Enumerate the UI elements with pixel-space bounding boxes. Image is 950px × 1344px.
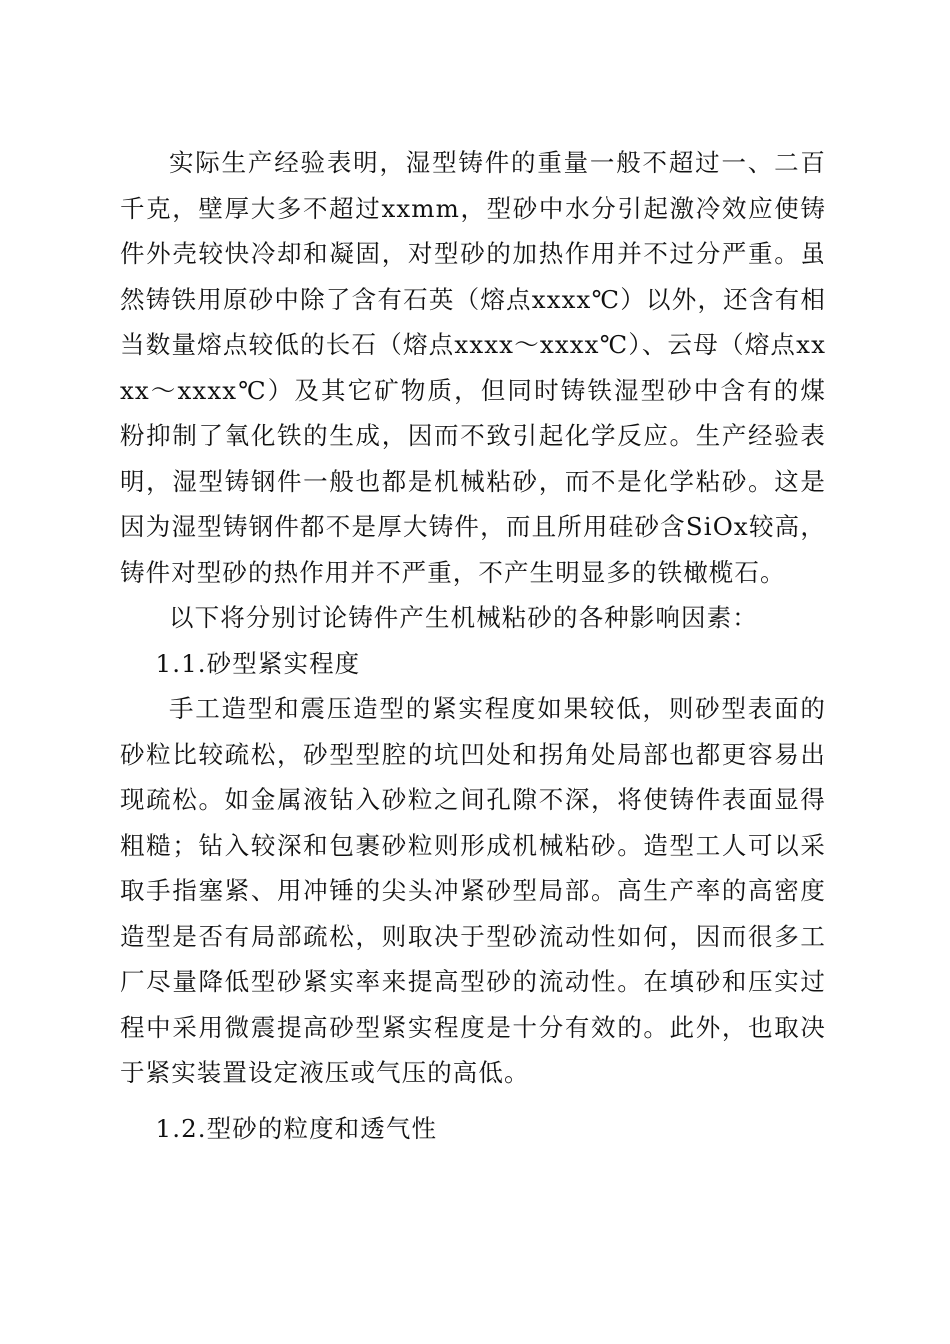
body-text xyxy=(120,140,826,1151)
paragraph-casting-experience: 实际生产经验表明，湿型铸件的重量一般不超过一、二百千克，壁厚大多不超过xxmm，型砂中水分引起激冷效应使铸件外壳较快冷却和凝固，对型砂的加热作用并不过分严重。虽然铸铁用原砂中除了含有石英（熔点xxxx℃）以外，还含有相当数量熔点较低的长石（熔点xxxx～xxxx℃）、云母（熔点xxxx～xxxx℃）及其它矿物质，但同时铸铁湿型砂中含有的煤粉抑制了氧化铁的生成，因而不致引起化学反应。生产经验表明，湿型铸钢件一般也都是机械粘砂，而不是化学粘砂。这是因为湿型铸钢件都不是厚大铸件，而且所用硅砂含SiOx较高，铸件对型砂的热作用并不严重，不产生明显多的铁橄榄石。 xyxy=(120,148,826,587)
paragraph-compaction: 手工造型和震压造型的紧实程度如果较低，则砂型表面的砂粒比较疏松，砂型型腔的坑凹处和拐角处局部也都更容易出现疏松。如金属液钻入砂粒之间孔隙不深，将使铸件表面显得粗糙；钻入较深和包裹砂粒则形成机械粘砂。造型工人可以采取手指塞紧、用冲锤的尖头冲紧砂型局部。高生产率的高密度造型是否有局部疏松，则取决于型砂流动性如何，因而很多工厂尽量降低型砂紧实率来提高型砂的流动性。在填砂和压实过程中采用微震提高砂型紧实程度是十分有效的。此外，也取决于紧实装置设定液压或气压的高低。 xyxy=(120,694,826,1087)
section-heading-grain-size: 1.2.型砂的粒度和透气性 xyxy=(155,1113,438,1143)
section-heading-compaction: 1.1.砂型紧实程度 xyxy=(155,648,361,678)
paragraph-factors-intro: 以下将分别讨论铸件产生机械粘砂的各种影响因素： xyxy=(169,603,758,632)
